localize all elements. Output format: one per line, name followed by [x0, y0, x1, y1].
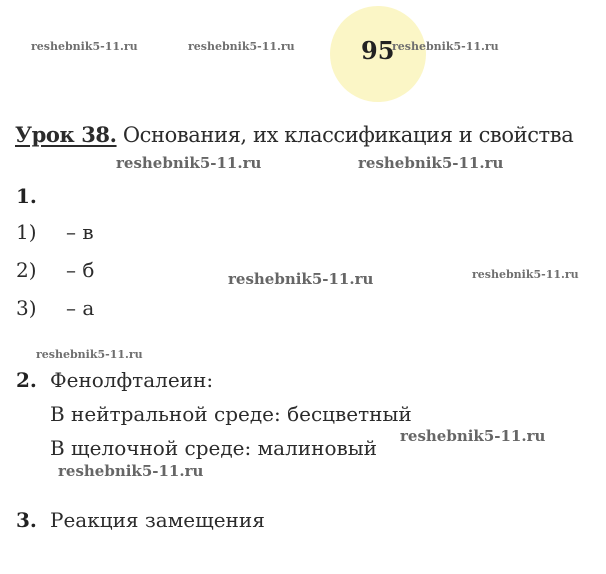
- task-1-item-index: 1): [16, 220, 37, 244]
- task-1-item-index: 3): [16, 296, 37, 320]
- watermark: reshebnik5-11.ru: [400, 427, 546, 445]
- task-1-item-index: 2): [16, 258, 37, 282]
- lesson-title: Основания, их классификация и свойства: [116, 123, 574, 147]
- lesson-label: Урок 38.: [15, 122, 117, 147]
- task-3-number: 3.: [16, 508, 37, 532]
- task-2-line: В нейтральной среде: бесцветный: [50, 402, 412, 426]
- task-1-item-answer: – а: [66, 296, 95, 320]
- watermark: reshebnik5-11.ru: [188, 40, 295, 53]
- task-2-line: В щелочной среде: малиновый: [50, 436, 377, 460]
- watermark: reshebnik5-11.ru: [116, 154, 262, 172]
- task-2-indicator: Фенолфталеин:: [50, 368, 214, 392]
- watermark: reshebnik5-11.ru: [228, 270, 374, 288]
- task-1-item-answer: – б: [66, 258, 95, 282]
- task-3-text: Реакция замещения: [50, 508, 265, 532]
- watermark: reshebnik5-11.ru: [392, 40, 499, 53]
- task-1-number: 1.: [16, 184, 37, 208]
- lesson-heading: [15, 122, 573, 147]
- page-number: 95: [361, 36, 395, 65]
- watermark: reshebnik5-11.ru: [58, 462, 204, 480]
- task-1-item-answer: – в: [66, 220, 94, 244]
- task-2-number: 2.: [16, 368, 37, 392]
- watermark: reshebnik5-11.ru: [358, 154, 504, 172]
- watermark: reshebnik5-11.ru: [31, 40, 138, 53]
- watermark: reshebnik5-11.ru: [472, 268, 579, 281]
- watermark: reshebnik5-11.ru: [36, 348, 143, 361]
